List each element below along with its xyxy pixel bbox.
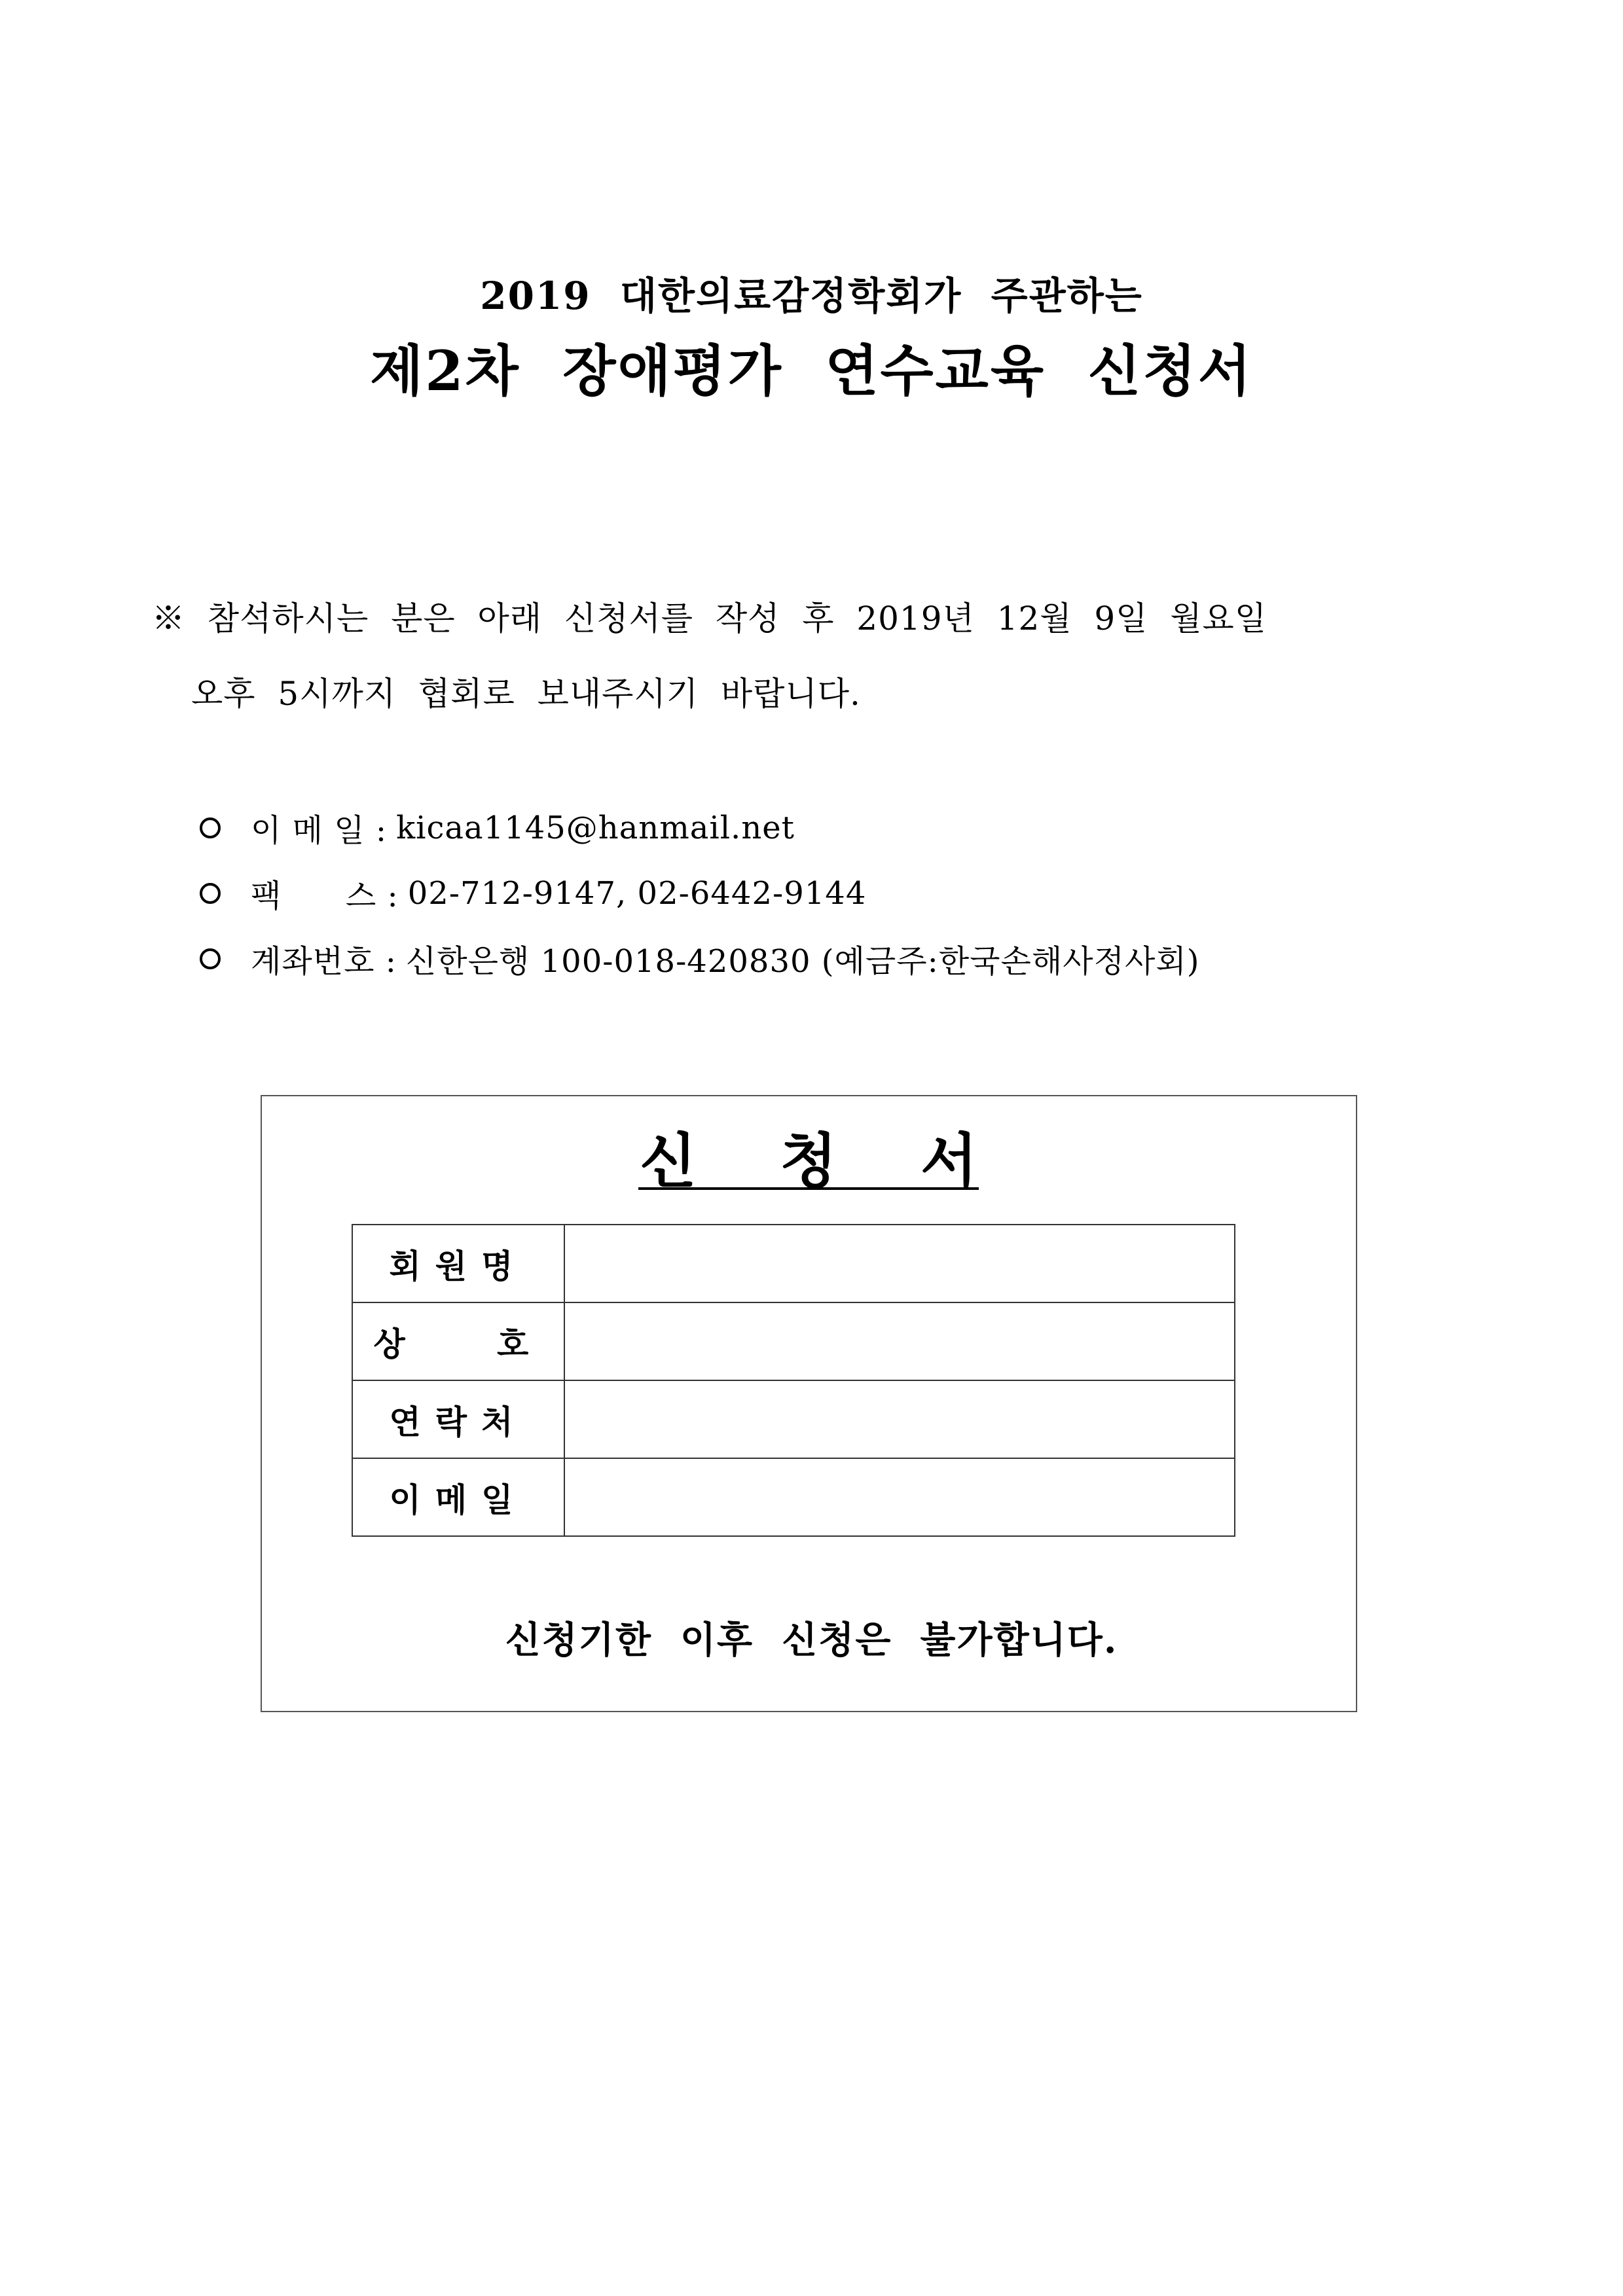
contact-account-value: 신한은행 100-018-420830 (예금주:한국손해사정사회) — [405, 943, 1200, 980]
table-row — [352, 1380, 1235, 1458]
contact-account-label: 계좌번호 : — [251, 943, 397, 980]
application-form-table — [352, 1224, 1235, 1537]
email-field[interactable] — [564, 1458, 1235, 1536]
table-row — [352, 1458, 1235, 1536]
table-row — [352, 1302, 1235, 1380]
form-title — [638, 1124, 979, 1196]
deadline-notice: 신청기한 이후 신청은 불가합니다. — [505, 1619, 1118, 1662]
contact-number-field[interactable] — [564, 1380, 1235, 1458]
contact-email-label: 이 메 일 : — [251, 812, 388, 849]
notice-line-2: 오후 5시까지 협회로 보내주시기 바랍니다. — [191, 675, 861, 713]
circle-bullet-icon — [200, 948, 221, 969]
form-title-char: 서 — [921, 1126, 977, 1196]
contact-fax-label: 팩 스 : — [251, 878, 399, 914]
form-title-char: 신 — [640, 1126, 697, 1196]
table-row — [352, 1225, 1235, 1302]
contact-fax-value: 02-712-9147, 02-6442-9144 — [407, 874, 867, 912]
contact-email — [200, 805, 795, 850]
member-name-label: 회원명 — [352, 1225, 564, 1302]
notice-line-1: ※ 참석하시는 분은 아래 신청서를 작성 후 2019년 12월 9일 월요일 — [152, 600, 1267, 637]
circle-bullet-icon — [200, 883, 221, 904]
contact-fax — [200, 870, 866, 916]
document-subtitle: 2019 대한의료감정학회가 주관하는 — [480, 274, 1143, 318]
circle-bullet-icon — [200, 817, 221, 838]
contact-email-value: kicaa1145@hanmail.net — [396, 809, 795, 846]
company-name-label: 상 호 — [352, 1302, 564, 1380]
form-title-char: 청 — [780, 1126, 837, 1196]
document-title: 제2차 장애평가 연수교육 신청서 — [370, 338, 1253, 403]
member-name-field[interactable] — [564, 1225, 1235, 1302]
email-label: 이메일 — [352, 1458, 564, 1536]
contact-account — [200, 936, 1199, 981]
contact-number-label: 연락처 — [352, 1380, 564, 1458]
company-name-field[interactable] — [564, 1302, 1235, 1380]
